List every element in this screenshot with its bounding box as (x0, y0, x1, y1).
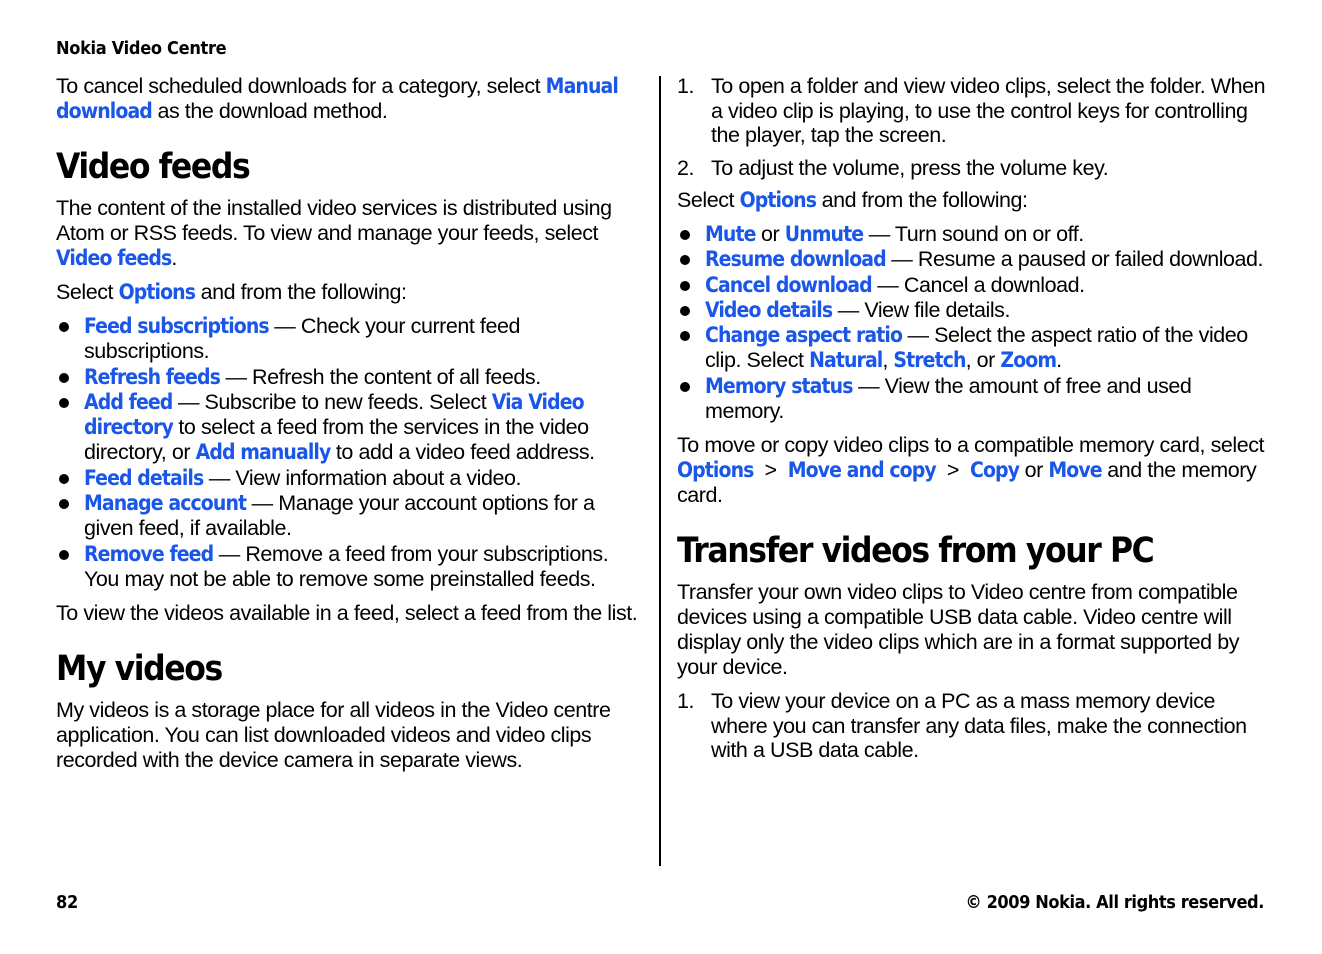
list-item (677, 374, 1269, 425)
step-text: To open a folder and view video clips, select the folder. When a video clip is playing, to use the control keys for controlling the player, tap the screen. (711, 74, 1266, 147)
video-feeds-text: The content of the installed video services is distributed using Atom or RSS feeds. To view and manage your feeds, select (56, 196, 612, 245)
list-item (56, 314, 646, 365)
right-column (677, 74, 1269, 771)
select-text-end: and from the following: (195, 280, 407, 304)
step-text: To view your device on a PC as a mass memory device where you can transfer any data files, make the connection with a USB data cable. (711, 689, 1247, 763)
link-move-and-copy[interactable]: Move and copy (787, 458, 936, 483)
feed-options-list (56, 314, 646, 592)
heading-transfer-videos: Transfer videos from your PC (677, 531, 1154, 572)
step-number: 1. (677, 74, 695, 98)
link-video-feeds[interactable]: Video feeds (56, 246, 172, 270)
playback-steps (677, 74, 1269, 180)
link-change-aspect-ratio[interactable]: Change aspect ratio (705, 323, 903, 348)
heading-my-videos: My videos (56, 649, 222, 690)
item-description: — Refresh the content of all feeds. (219, 364, 541, 389)
link-memory-status[interactable]: Memory status (705, 373, 853, 398)
item-description: — Check your current feed subscriptions. (84, 314, 520, 364)
video-feeds-paragraph (56, 196, 646, 271)
link-refresh-feeds[interactable]: Refresh feeds (84, 364, 220, 389)
list-item (677, 273, 1269, 298)
left-column (56, 74, 646, 782)
step-number: 1. (677, 689, 695, 714)
heading-video-feeds: Video feeds (56, 147, 250, 187)
link-stretch[interactable]: Stretch (893, 348, 966, 373)
step-number: 2. (677, 155, 695, 180)
list-item (677, 323, 1269, 374)
menu-separator: > (935, 458, 970, 483)
select-text: Select (677, 188, 740, 212)
view-videos-paragraph: To view the videos available in a feed, select a feed from the list. (56, 601, 638, 626)
intro-text-end: as the download method. (151, 99, 388, 123)
list-item (56, 390, 646, 466)
link-manual-download[interactable]: Manual download (56, 74, 618, 123)
select-options-paragraph (677, 188, 1269, 213)
item-description: — Select the aspect ratio of the video clip. Select (705, 323, 1248, 373)
step-item (677, 156, 1269, 181)
list-item (56, 365, 646, 390)
item-description: . (1056, 348, 1062, 373)
item-description: , or (965, 348, 1001, 373)
item-description: — Cancel a download. (871, 272, 1085, 297)
link-add-manually[interactable]: Add manually (195, 440, 331, 465)
intro-text: To cancel scheduled downloads for a category, select (56, 74, 546, 98)
menu-separator: > (753, 458, 788, 483)
item-description: , (882, 348, 894, 373)
link-manage-account[interactable]: Manage account (84, 491, 247, 516)
step-item (677, 74, 1269, 148)
move-text-end: and the memory card. (677, 458, 1257, 508)
page-number: 82 (56, 892, 78, 913)
link-options[interactable]: Options (118, 280, 196, 304)
link-resume-download[interactable]: Resume download (705, 247, 886, 272)
item-description: to add a video feed address. (330, 440, 595, 465)
transfer-steps (677, 689, 1269, 763)
link-copy[interactable]: Copy (970, 458, 1020, 483)
item-description: — Manage your account options for a given feed, if available. (84, 491, 595, 541)
item-description: — Remove a feed from your subscriptions. You may not be able to remove some preinstalled feeds. (84, 541, 609, 591)
link-add-feed[interactable]: Add feed (84, 389, 173, 414)
video-feeds-text-end: . (171, 246, 177, 270)
playback-options-list (677, 222, 1269, 424)
link-options[interactable]: Options (677, 458, 754, 483)
step-item (677, 689, 1269, 763)
link-feed-subscriptions[interactable]: Feed subscriptions (84, 314, 269, 338)
list-item (677, 298, 1269, 323)
list-item (677, 222, 1269, 247)
item-description: — View file details. (832, 297, 1010, 322)
item-description: — Subscribe to new feeds. Select (172, 389, 492, 414)
item-description: — Turn sound on or off. (863, 222, 1084, 246)
link-via-video-directory[interactable]: Via Video directory (84, 389, 584, 440)
link-remove-feed[interactable]: Remove feed (84, 541, 214, 566)
link-zoom[interactable]: Zoom (1000, 348, 1057, 373)
intro-paragraph (56, 74, 646, 124)
select-text: Select (56, 280, 119, 304)
link-unmute[interactable]: Unmute (784, 222, 864, 246)
select-text-end: and from the following: (816, 188, 1028, 212)
item-description: to select a feed from the services in the video directory, or (84, 415, 589, 465)
item-description: — View the amount of free and used memory. (705, 373, 1192, 424)
link-mute[interactable]: Mute (705, 222, 756, 246)
link-move[interactable]: Move (1048, 458, 1102, 483)
item-description: — Resume a paused or failed download. (885, 247, 1264, 272)
list-item (56, 542, 646, 593)
transfer-paragraph: Transfer your own video clips to Video centre from compatible devices using a compatible USB data cable. Video centre will display only the video clips which are in a format supported by your device. (677, 580, 1240, 680)
move-copy-paragraph (677, 433, 1269, 508)
move-text: or (1019, 458, 1049, 483)
move-text: To move or copy video clips to a compatible memory card, select (677, 433, 1265, 458)
running-header: Nokia Video Centre (56, 38, 227, 59)
item-description: — View information about a video. (203, 465, 522, 490)
list-item (56, 466, 646, 491)
list-item (677, 247, 1269, 272)
item-description: or (755, 222, 785, 246)
link-video-details[interactable]: Video details (705, 297, 833, 322)
copyright-notice: © 2009 Nokia. All rights reserved. (965, 892, 1264, 913)
my-videos-paragraph: My videos is a storage place for all videos in the Video centre application. You can list downloaded videos and video clips recorded with the device camera in separate views. (56, 698, 611, 773)
list-item (56, 491, 646, 542)
step-text: To adjust the volume, press the volume key. (711, 155, 1109, 180)
link-feed-details[interactable]: Feed details (84, 465, 204, 490)
link-cancel-download[interactable]: Cancel download (705, 272, 872, 297)
link-natural[interactable]: Natural (809, 348, 883, 373)
select-options-paragraph (56, 280, 646, 305)
column-divider (659, 76, 661, 866)
link-options[interactable]: Options (739, 188, 817, 212)
